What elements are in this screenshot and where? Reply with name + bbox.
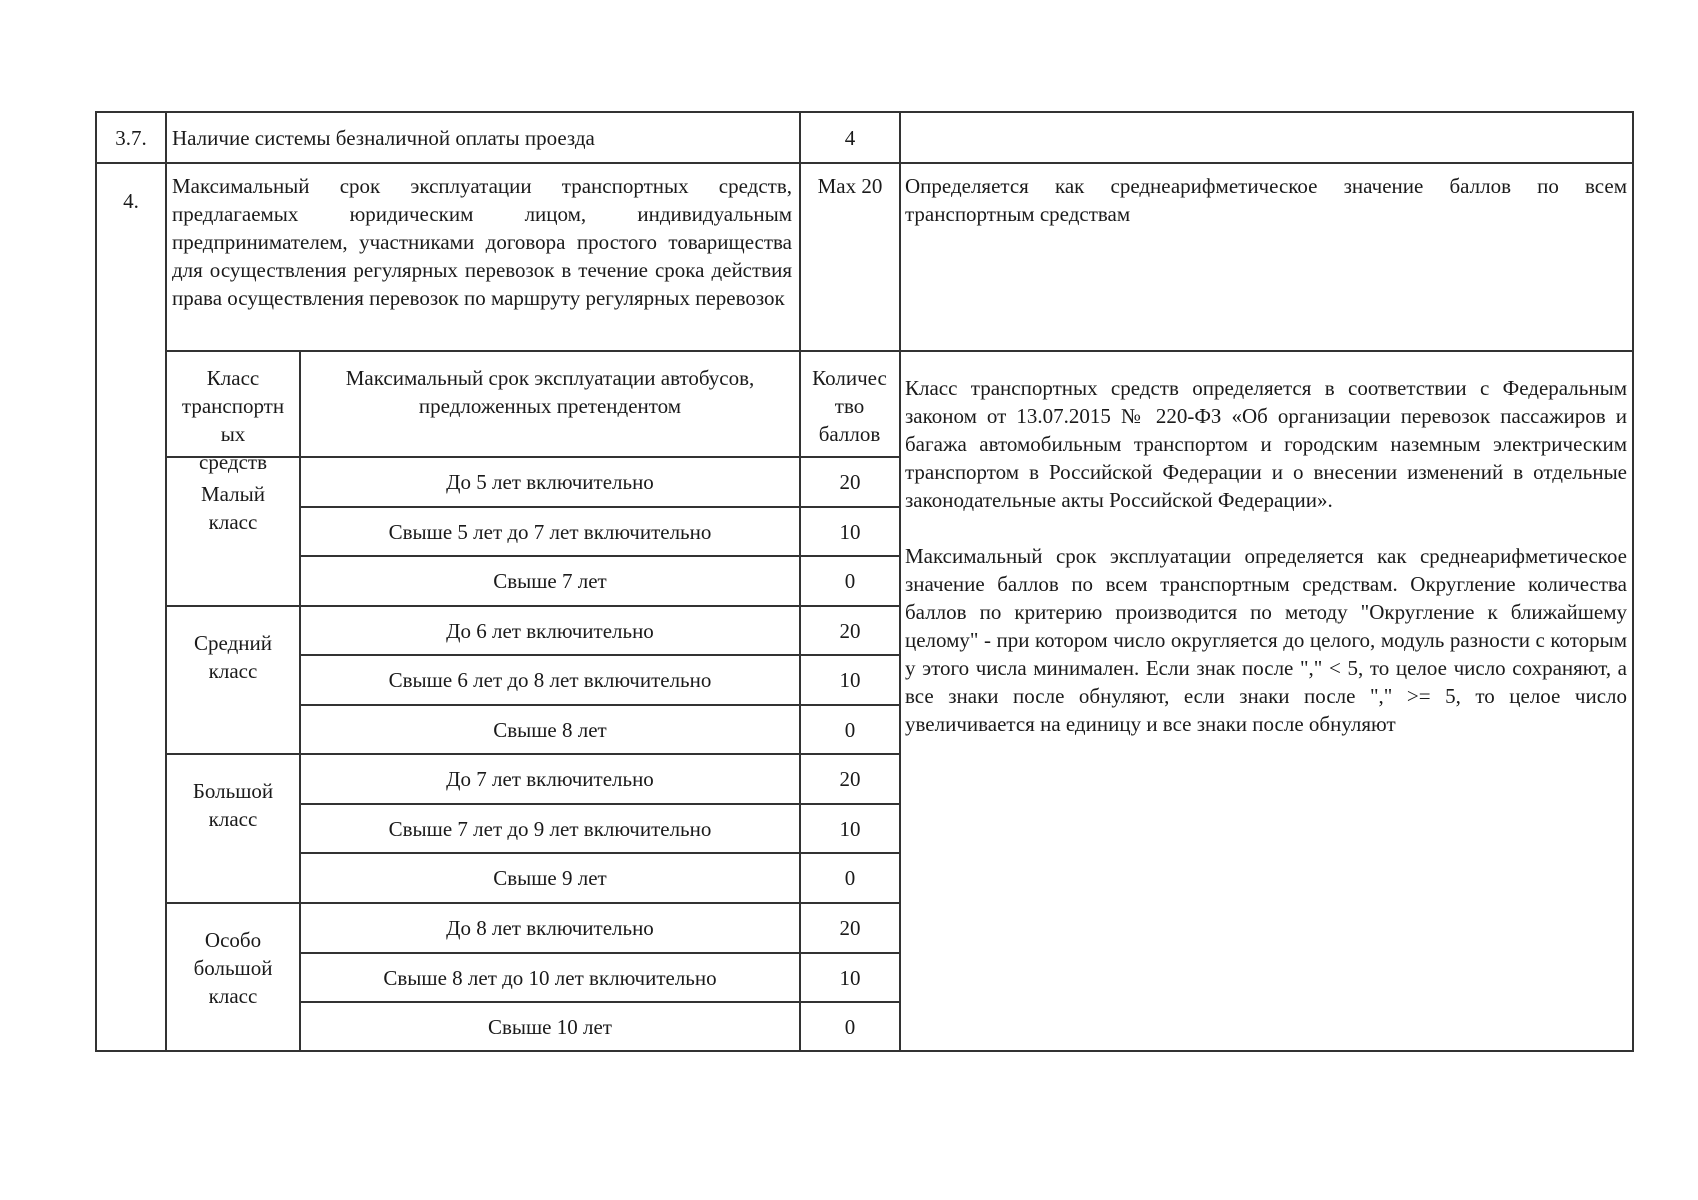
subtable-header-class: Класс транспортн ых средств	[181, 366, 285, 474]
points-cell: 10	[839, 816, 861, 841]
row-37-score: 4	[844, 126, 856, 150]
subtable-header-term: Максимальный срок эксплуатации автобусов, предложенных претендентом	[345, 366, 755, 418]
term-cell: Свыше 5 лет до 7 лет включительно	[388, 519, 712, 544]
term-cell: До 6 лет включительно	[446, 618, 654, 643]
points-cell: 20	[839, 470, 861, 494]
num-col-divider	[165, 111, 167, 1052]
points-cell: 0	[844, 717, 856, 742]
points-cell: 20	[839, 916, 861, 940]
class-label: Малый класс	[200, 482, 265, 534]
points-cell: 20	[839, 767, 861, 791]
term-cell: До 5 лет включительно	[446, 470, 654, 494]
subtable-header-points: Количес тво баллов	[812, 366, 887, 446]
table-bottom-border	[95, 1050, 1634, 1052]
points-cell: 0	[844, 866, 856, 890]
row-37-number: 3.7.	[115, 126, 147, 150]
term-cell: Свыше 8 лет до 10 лет включительно	[383, 965, 717, 990]
term-cell: До 7 лет включительно	[446, 767, 654, 791]
term-cell: Свыше 7 лет	[493, 569, 607, 593]
table-left-border	[95, 111, 97, 1052]
row-4-number: 4.	[123, 189, 139, 213]
term-cell: Свыше 9 лет	[493, 866, 607, 890]
points-cell: 10	[839, 519, 861, 544]
subtable-note-class-definition: Класс транспортных средств определяется в соответствии с Федеральным законом от 13.07.2015 № 220-ФЗ «Об организации перевозок пассажиров и багажа автомобильным транспортом и городским наземным электрическим транспортом в Российской Федерации и о внесении изменений в отдельные законодательные акты Российской Федерации».	[905, 376, 1627, 512]
term-cell: Свыше 6 лет до 8 лет включительно	[388, 668, 712, 692]
points-cell: 20	[839, 618, 861, 643]
table-right-border	[1632, 111, 1634, 1052]
points-cell: 10	[839, 965, 861, 990]
term-cell: Свыше 10 лет	[487, 1014, 612, 1039]
class-label: Большой класс	[192, 779, 274, 831]
row-37-criterion: Наличие системы безналичной оплаты проезда	[172, 126, 595, 150]
term-cell: До 8 лет включительно	[446, 916, 654, 940]
term-cell: Свыше 7 лет до 9 лет включительно	[388, 816, 712, 841]
row-4-separator	[167, 350, 1634, 352]
row-4-criterion: Максимальный срок эксплуатации транспортных средств, предлагаемых юридическим лицом, индивидуальным предпринимателем, участниками договора простого товарищества для осуществления регулярных перевозок в течение срока действия права осуществления перевозок по маршруту регулярных перевозок	[172, 174, 792, 310]
points-cell: 10	[839, 668, 861, 692]
table-top-border	[95, 111, 1634, 113]
row-37-bottom-border	[95, 162, 1634, 164]
class-label: Особо большой класс	[193, 928, 273, 1008]
points-cell: 0	[844, 569, 856, 593]
term-cell: Свыше 8 лет	[493, 717, 607, 742]
class-label: Средний класс	[194, 631, 272, 683]
score-col-divider	[899, 111, 901, 1052]
row-4-note: Определяется как среднеарифметическое значение баллов по всем транспортным средствам	[905, 174, 1627, 226]
subtable-note-rounding-rule: Максимальный срок эксплуатации определяется как среднеарифметическое значение баллов по всем транспортным средствам. Округление количества баллов по критерию производится по методу "Округление к ближайшему целому" - при котором число округляется до целого, модуль разности с которым у этого числа минимален. Если знак после "," < 5, то целое число сохраняют, а все знаки после обнуляют, если знаки после "," >= 5, то целое число увеличивается на единицу и все знаки после обнуляют	[905, 544, 1627, 736]
row-4-score: Max 20	[817, 174, 883, 198]
points-cell: 0	[844, 1014, 856, 1039]
